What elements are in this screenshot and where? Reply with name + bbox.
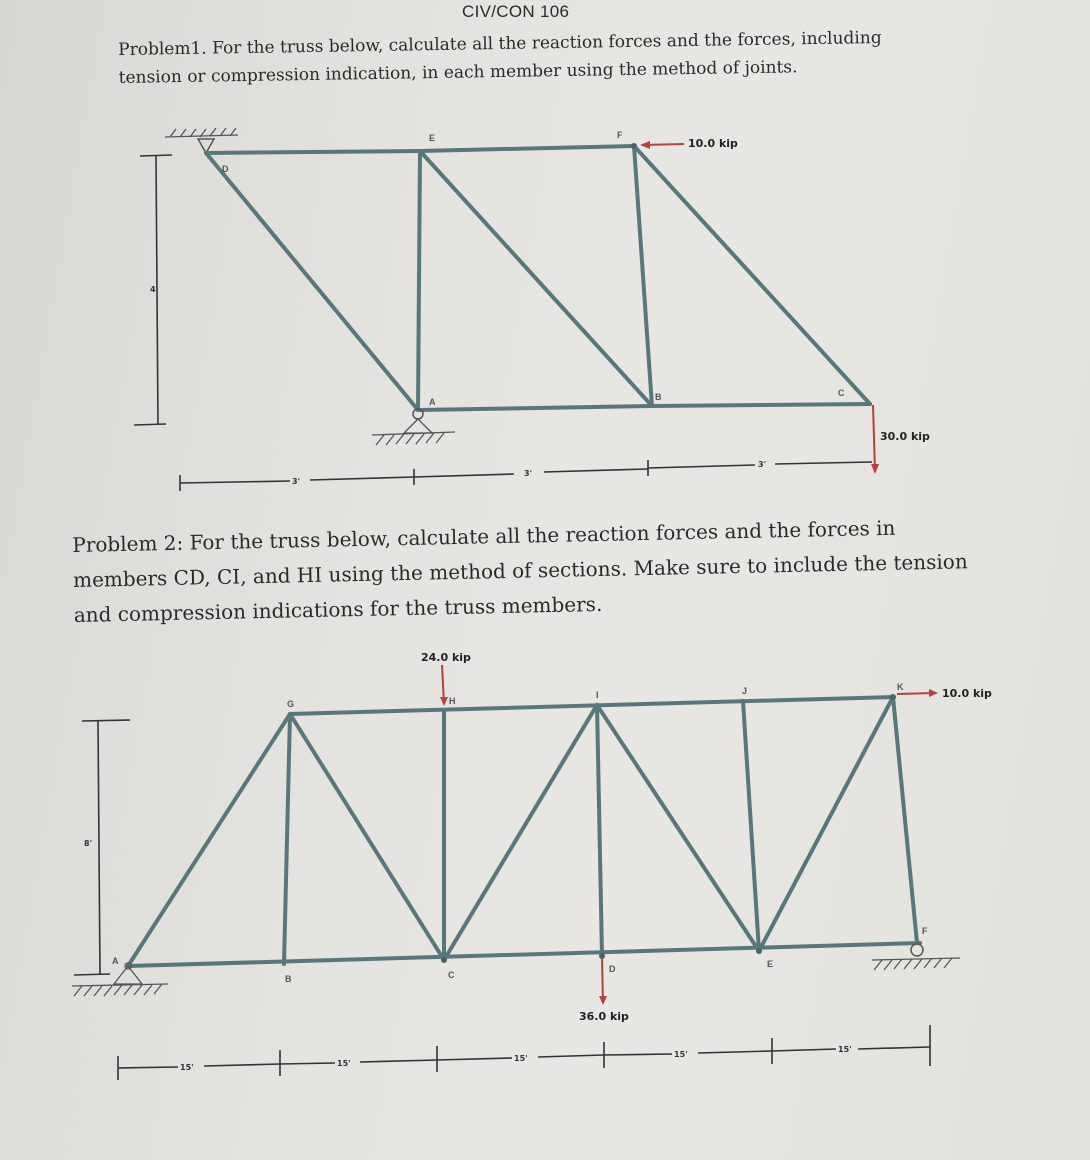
p2-joint-i: I [596,690,599,700]
member-ag [128,714,290,966]
p1-span-label-3: 3' [758,460,767,469]
p2-joint-f: F [922,926,928,936]
member-ab [418,406,652,410]
p1-joint-f: F [617,130,623,140]
member-de [206,151,420,153]
p1-joint-d: D [222,164,229,174]
p1-load-10kip-arrow [640,141,684,149]
member-ef [420,146,634,151]
p2-load-24kip-label: 24.0 kip [421,651,471,664]
p2-joint-b: B [285,974,292,984]
p1-span-label-1: 3' [292,477,301,486]
problem2-statement: Problem 2: For the truss below, calculate all the reaction forces and the forces in members CD, CI, and HI using the method of sections. Make sure to include the tension and compression indications for the truss members. [72,515,968,627]
member-fc [634,146,870,404]
p2-span-label-5: 15' [838,1045,852,1054]
p1-span-label-2: 3' [524,469,533,478]
support-a2-icon [72,963,168,996]
member-ie [597,705,759,951]
member-da [206,153,418,410]
p2-height-dimension [74,720,130,975]
p2-joint-e: E [767,959,774,969]
p1-load-30kip-arrow [871,405,879,474]
p2-height-dim-label: 8' [84,839,93,848]
member-kf [893,697,917,943]
p2-joint-g: G [287,699,295,709]
truss2 [72,651,992,1080]
p1-joint-a: A [429,397,436,407]
problem1-statement: Problem1. For the truss below, calculate all the reaction forces and the forces, including tension or compression indication, in each member using the method of joints. [118,28,882,88]
support-a-icon [372,409,455,445]
member-ke [759,697,893,951]
p2-span-dimension [118,1025,930,1080]
member-bc [652,404,870,406]
member-ab [128,943,920,966]
p2-span-label-2: 15' [337,1059,351,1068]
p1-height-dim-label: 4' [150,285,159,294]
support-d-icon [165,128,238,153]
p2-joint-a: A [112,956,119,966]
member-id [597,705,602,956]
p2-span-label-3: 15' [514,1054,528,1063]
support-f-icon [872,944,960,970]
p2-load-36kip-arrow [599,958,607,1005]
member-ea [418,151,420,410]
p2-joint-d: D [609,964,616,974]
p2-load-36kip-label: 36.0 kip [579,1010,629,1023]
truss1 [134,128,930,491]
member-gb [284,714,290,964]
p2-span-label-4: 15' [674,1050,688,1059]
p2-load-10kip-label: 10.0 kip [942,687,992,700]
p1-joint-b: B [655,392,662,402]
member-ci [444,705,597,960]
member-je [743,701,759,951]
course-code: CIV/CON 106 [462,2,570,21]
member-fb [634,146,652,406]
p2-span-label-1: 15' [180,1063,194,1072]
p2-joint-k: K [897,682,904,692]
p2-joint-c: C [448,970,455,980]
p2-joint-j: J [742,686,748,696]
member-eb [420,151,652,406]
p1-joint-e: E [429,133,436,143]
p2-joint-h: H [449,696,456,706]
member-gc [290,714,444,960]
p1-joint-c: C [838,388,845,398]
p1-load-10kip-label: 10.0 kip [688,137,738,150]
p2-load-24kip-arrow [440,665,448,706]
p1-load-30kip-label: 30.0 kip [880,430,930,443]
